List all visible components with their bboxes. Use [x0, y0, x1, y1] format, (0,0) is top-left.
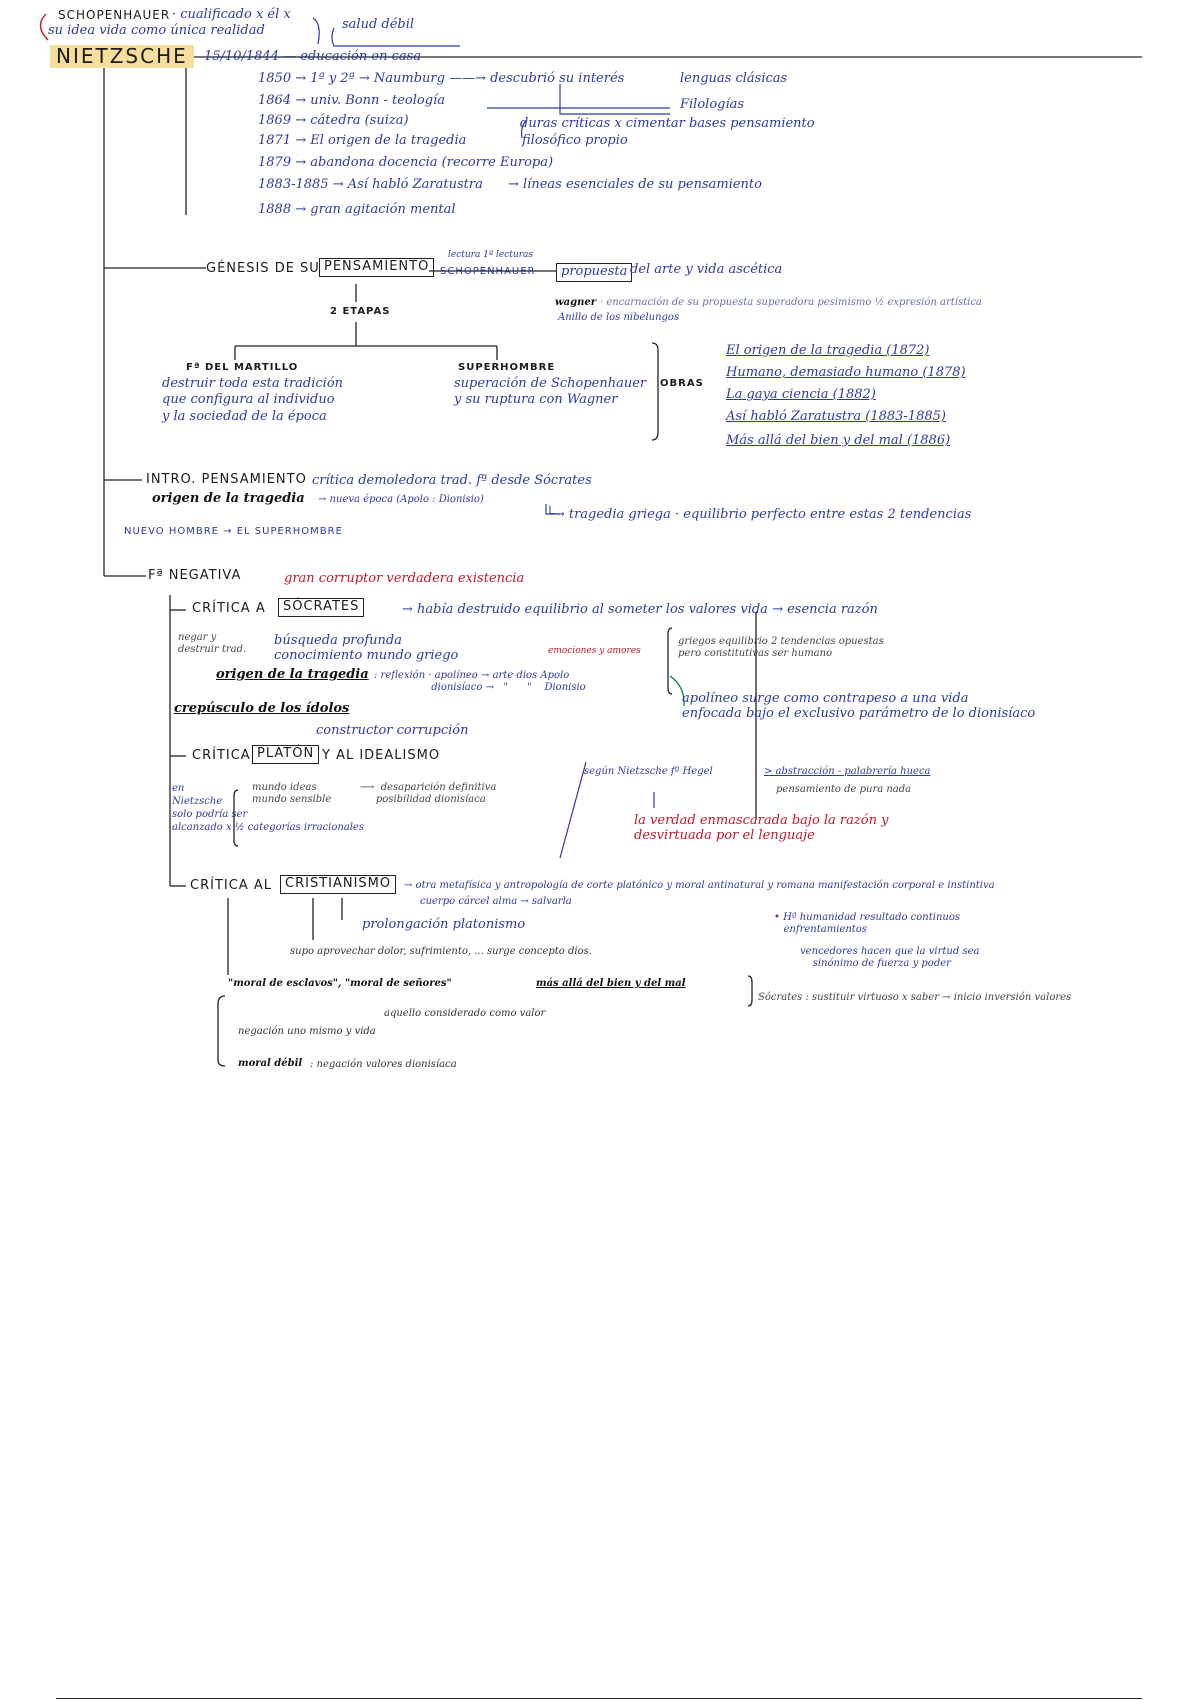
wagner-label: wagner — [555, 297, 596, 308]
socrates-note: → había destruido equilibrio al someter los valores vida → esencia razón — [402, 602, 878, 617]
etapas-label: 2 ETAPAS — [330, 306, 391, 317]
wagner-note: · encarnación de su propuesta superadora pesimismo ½ expresión artística — [600, 297, 982, 308]
socrates-sustituir-note: Sócrates : sustituir virtuoso x saber → inicio inversión valores — [758, 992, 1072, 1003]
lectura-note: lectura 1ª lecturas — [448, 250, 533, 260]
bottom-rule — [56, 1698, 1142, 1699]
platon-suffix: Y AL IDEALISMO — [322, 748, 441, 763]
pura-nada-note: pensamiento de pura nada — [776, 784, 912, 795]
timeline-item: 1879 → abandona docencia (recorre Europa) — [258, 155, 554, 170]
platon-left-text: en Nietzsche solo podría ser alcanzado x ½ categorías irracionales — [172, 783, 365, 833]
mundos-text: mundo ideas mundo sensible — [252, 782, 332, 805]
obra-item: Humano, demasiado humano (1878) — [726, 365, 966, 380]
negativa-title: Fª NEGATIVA — [148, 568, 242, 583]
aquello-note: aquello considerado como valor — [384, 1008, 546, 1019]
propuesta-rest: del arte y vida ascética — [630, 262, 783, 277]
cuerpo-note: cuerpo cárcel alma → salvarla — [420, 896, 572, 907]
obra-item: Más allá del bien y del mal (1886) — [726, 433, 951, 448]
busca-text: búsqueda profunda conocimiento mundo griego — [274, 633, 459, 663]
salud-note: salud débil — [342, 17, 415, 32]
cristianismo-prefix: CRÍTICA AL — [190, 878, 272, 893]
intro-title: INTRO. PENSAMIENTO — [146, 472, 307, 487]
reflexion-text: : reflexión · apolíneo → arte dios Apolo dionisíaco → " " Dionisio — [374, 670, 586, 693]
origen-tragedia-link: origen de la tragedia — [216, 667, 369, 682]
moral-label: "moral de esclavos", "moral de señores" — [228, 978, 452, 989]
timeline-item: 1850 → 1ª y 2ª → Naumburg ——→ descubrió su interés — [258, 71, 625, 86]
duras-note: duras críticas x cimentar bases pensamiento — [520, 116, 815, 131]
filologias-note: Filologías — [680, 97, 745, 112]
martillo-title: Fª DEL MARTILLO — [186, 362, 299, 373]
schopenhauer-note-2: su idea vida como única realidad — [48, 23, 265, 38]
emociones-note: emociones y amores — [548, 646, 641, 656]
griegos-text: griegos equilibrio 2 tendencias opuestas pero constitutivas ser humano — [678, 636, 884, 659]
filosofico-note: filosófico propio — [522, 133, 628, 148]
timeline-item: 1883-1885 → Así habló Zaratustra — [258, 177, 483, 192]
vencedores-note: vencedores hacen que la virtud sea sinónimo de fuerza y poder — [800, 946, 980, 969]
anillo-note: Anillo de los nibelungos — [558, 312, 680, 323]
nuevo-hombre-label: NUEVO HOMBRE → EL SUPERHOMBRE — [124, 526, 343, 537]
intro-note: crítica demoledora trad. fª desde Sócrates — [312, 473, 592, 488]
moral-debil-rest: : negación valores dionisíaca — [310, 1059, 457, 1070]
genesis-title: GÉNESIS DE SU — [206, 261, 320, 276]
prolongacion-note: prolongación platonismo — [362, 917, 526, 932]
mas-alla-label: más allá del bien y del mal — [536, 978, 686, 989]
negacion-note: negación uno mismo y vida — [238, 1026, 376, 1037]
supo-note: supo aprovechar dolor, sufrimiento, ... surge concepto dios. — [290, 946, 592, 957]
tragedia-griega-note: └→ tragedia griega · equilibrio perfecto entre estas 2 tendencias — [546, 507, 972, 522]
moral-debil-label: moral débil — [238, 1058, 303, 1069]
verdad-note: la verdad enmascarada bajo la razón y desvirtuada por el lenguaje — [634, 813, 889, 843]
platon-prefix: CRÍTICA — [192, 748, 251, 763]
schopenhauer-label: SCHOPENHAUER — [58, 8, 171, 22]
hegel-note: según Nietzsche fª Hegel — [584, 766, 713, 777]
origen-tragedia-rest: → nueva época (Apolo : Dionisio) — [318, 494, 484, 505]
lineas-note: → líneas esenciales de su pensamiento — [508, 177, 762, 192]
socrates-prefix: CRÍTICA A — [192, 601, 266, 616]
nietzsche-title: NIETZSCHE — [50, 45, 194, 68]
schopenhauer-ref: SCHOPENHAUER — [440, 266, 536, 277]
birth-line: 15/10/1844 — educación en casa — [204, 49, 422, 64]
corrupcion-note: constructor corrupción — [316, 723, 469, 738]
corruptor-note: gran corruptor verdadera existencia — [284, 571, 525, 586]
propuesta-box: propuesta — [556, 263, 632, 282]
apolineo-text: apolíneo surge como contrapeso a una vida enfocada bajo el exclusivo parámetro de lo dionisíaco — [682, 691, 1036, 721]
cristianismo-note: → otra metafísica y antropología de corte platónico y moral antinatural y romana manifestación corporal e instintiva — [404, 880, 995, 891]
cristianismo-box: CRISTIANISMO — [280, 875, 396, 894]
desaparicion-text: ⟶ desaparición definitiva posibilidad dionisíaca — [360, 782, 497, 805]
humanidad-note: • Hª humanidad resultado continuos enfrentamientos — [774, 912, 960, 935]
negar-text: negar y destruir trad. — [178, 632, 247, 655]
genesis-title-box: PENSAMIENTO — [319, 258, 434, 277]
schopenhauer-note: · cualificado x él x — [172, 7, 291, 22]
platon-box: PLATÓN — [252, 745, 319, 764]
superhombre-text: superación de Schopenhauer y su ruptura con Wagner — [454, 376, 647, 408]
lenguas-note: lenguas clásicas — [680, 71, 788, 86]
obras-label: OBRAS — [660, 378, 704, 389]
socrates-box: SÓCRATES — [278, 598, 364, 617]
superhombre-title: SUPERHOMBRE — [458, 362, 556, 373]
origen-tragedia-label: origen de la tragedia — [152, 491, 305, 506]
crepusculo-label: crepúsculo de los ídolos — [174, 701, 350, 716]
timeline-item: 1864 → univ. Bonn - teología — [258, 93, 445, 108]
martillo-text: destruir toda esta tradición que configura al individuo y la sociedad de la época — [162, 376, 344, 424]
obra-item: La gaya ciencia (1882) — [726, 387, 876, 402]
abstraccion-note: > abstracción - palabrería hueca — [764, 766, 931, 777]
timeline-item: 1888 → gran agitación mental — [258, 202, 456, 217]
timeline-item: 1869 → cátedra (suiza) — [258, 113, 409, 128]
obra-item: El origen de la tragedia (1872) — [726, 343, 930, 358]
timeline-item: 1871 → El origen de la tragedia — [258, 133, 467, 148]
obra-item: Así habló Zaratustra (1883-1885) — [726, 409, 946, 424]
